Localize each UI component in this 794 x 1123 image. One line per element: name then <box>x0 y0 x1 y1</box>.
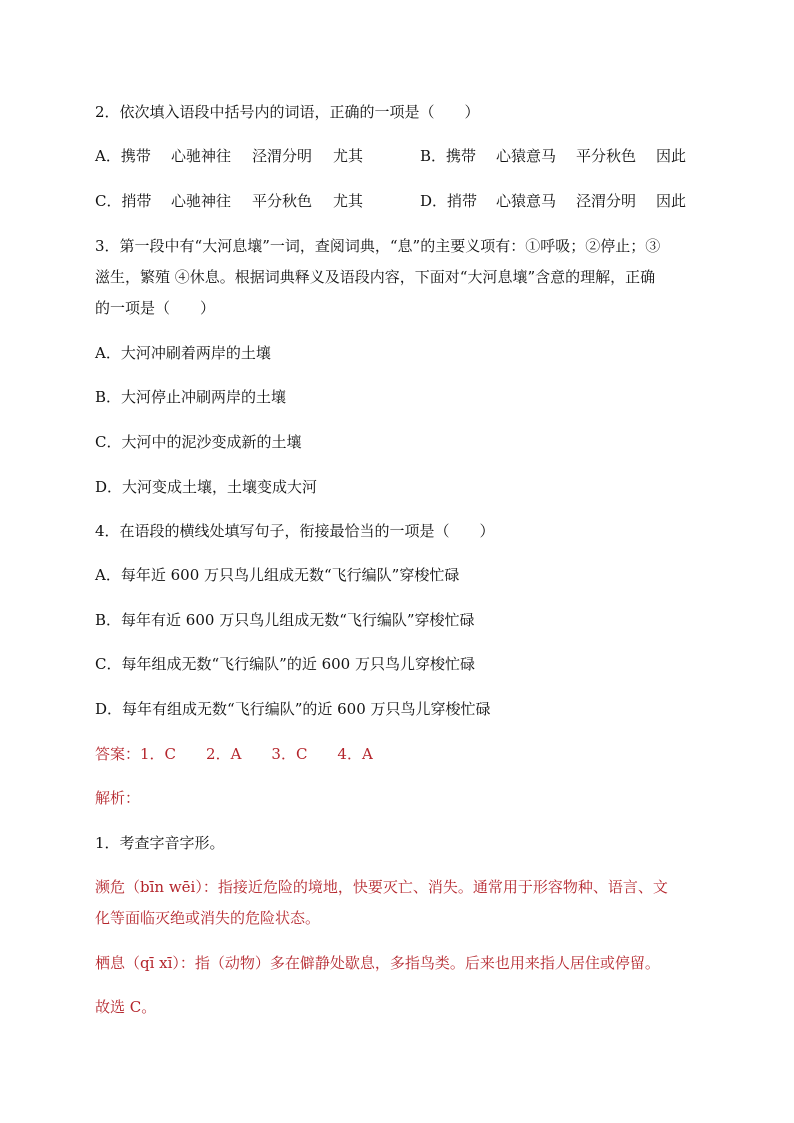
analysis-binwei-line-2: 化等面临灭绝或消失的危险状态。 <box>95 909 321 927</box>
analysis-conclusion: 故选 C。 <box>95 998 157 1016</box>
option-d-word-4: 因此 <box>656 192 687 210</box>
question-3-stem-line-1: 3．第一段中有“大河息壤”一词，查阅词典，“息”的主要义项有：①呼吸；②停止；③ <box>95 237 661 255</box>
question-3-option-a: A．大河冲刷着两岸的土壤 <box>95 344 271 362</box>
question-3-stem-line-2: 滋生，繁殖 ④休息。根据词典释义及语段内容，下面对“大河息壤”含意的理解，正确 <box>95 268 656 286</box>
question-4-stem: 4．在语段的横线处填写句子，衔接最恰当的一项是（ ） <box>95 522 495 540</box>
question-3-option-b: B．大河停止冲刷两岸的土壤 <box>95 388 287 406</box>
question-2-stem: 2．依次填入语段中括号内的词语，正确的一项是（ ） <box>95 103 480 121</box>
analysis-item-1: 1．考查字音字形。 <box>95 834 225 852</box>
question-4-option-d: D．每年有组成无数“飞行编队”的近 600 万只鸟儿穿梭忙碌 <box>95 700 491 718</box>
question-4-option-c: C．每年组成无数“飞行编队”的近 600 万只鸟儿穿梭忙碌 <box>95 655 475 673</box>
analysis-binwei-line-1: 濒危（bīn wēi）：指接近危险的境地，快要灭亡、消失。通常用于形容物种、语言、文 <box>95 878 668 896</box>
option-d-word-1: D．捎带 <box>420 192 478 210</box>
option-a-word-2: 心驰神往 <box>171 147 232 165</box>
option-c-word-4: 尤其 <box>333 192 364 210</box>
option-b-word-4: 因此 <box>656 147 687 165</box>
option-c-word-3: 平分秋色 <box>252 192 313 210</box>
question-4-option-b: B．每年有近 600 万只鸟儿组成无数“飞行编队”穿梭忙碌 <box>95 611 475 629</box>
option-a-word-3: 泾渭分明 <box>252 147 313 165</box>
analysis-qixi: 栖息（qī xī）：指（动物）多在僻静处歇息，多指鸟类。后来也用来指人居住或停留。 <box>95 954 660 972</box>
question-2-options-row-1 <box>95 146 715 166</box>
option-b-word-2: 心猿意马 <box>496 147 557 165</box>
question-2-options-row-2 <box>95 191 715 211</box>
answer-line: 答案：1．C 2．A 3．C 4．A <box>95 745 373 763</box>
option-a-word-4: 尤其 <box>333 147 364 165</box>
question-4-option-a: A．每年近 600 万只鸟儿组成无数“飞行编队”穿梭忙碌 <box>95 566 460 584</box>
analysis-heading: 解析： <box>95 789 141 807</box>
question-3-stem-line-3: 的一项是（ ） <box>95 299 216 317</box>
option-b-word-3: 平分秋色 <box>576 147 637 165</box>
option-d-word-2: 心猿意马 <box>496 192 557 210</box>
option-a-word-1: A．携带 <box>95 147 151 165</box>
option-c-word-1: C．捎带 <box>95 192 152 210</box>
question-3-option-d: D．大河变成土壤，土壤变成大河 <box>95 478 318 496</box>
question-3-option-c: C．大河中的泥沙变成新的土壤 <box>95 433 302 451</box>
option-d-word-3: 泾渭分明 <box>576 192 637 210</box>
option-b-word-1: B．携带 <box>420 147 477 165</box>
option-c-word-2: 心驰神往 <box>171 192 232 210</box>
